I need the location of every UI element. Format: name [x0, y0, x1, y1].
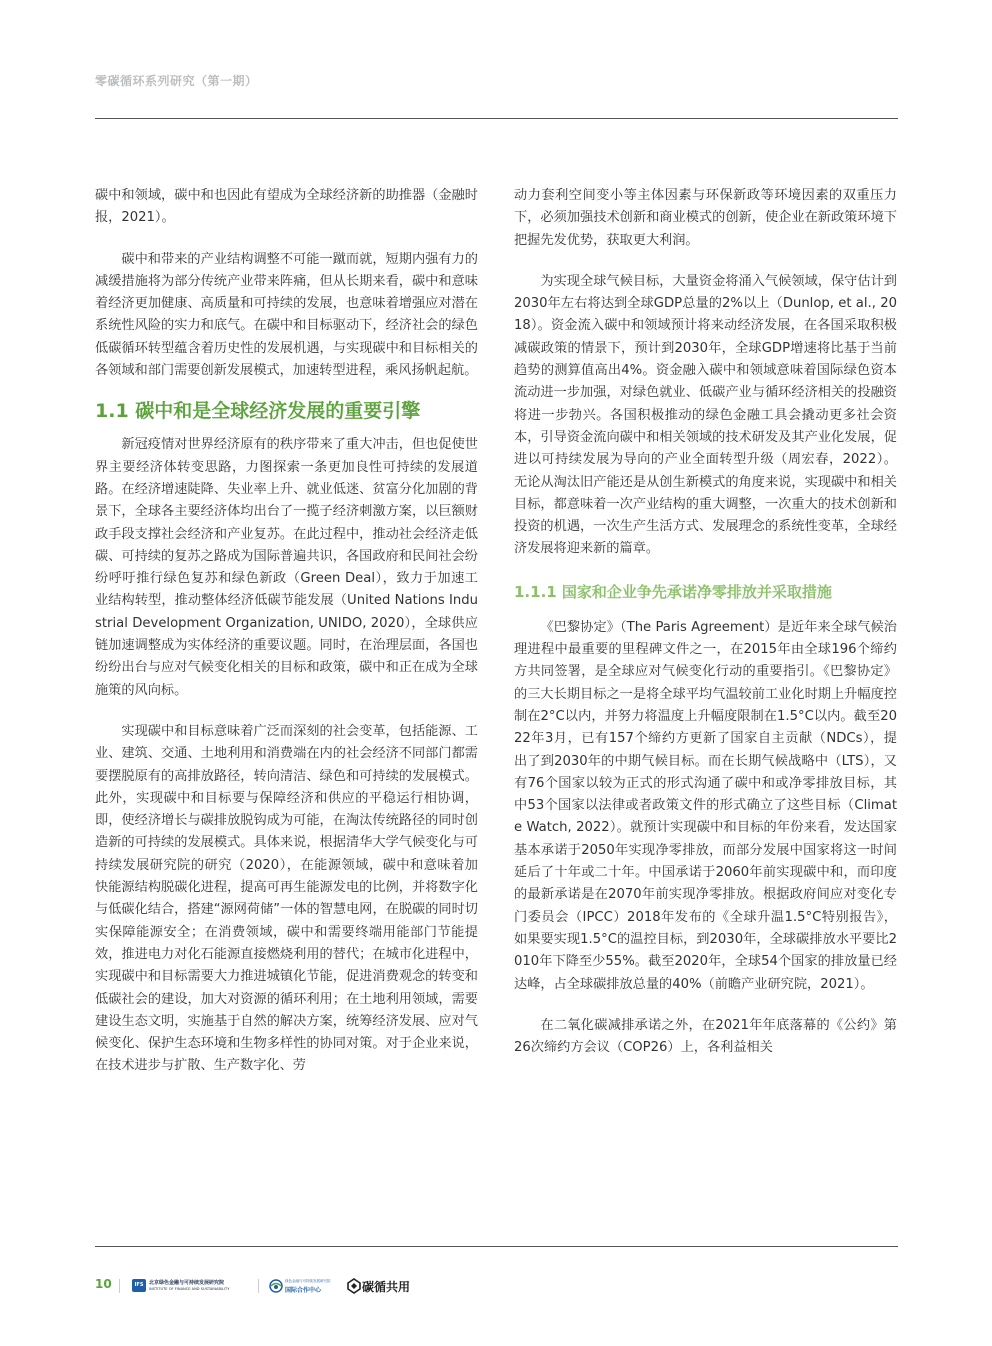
ifs-logo-en: INSTITUTE OF FINANCE AND SUSTAINABILITY — [149, 1287, 230, 1291]
footer-rule — [95, 1246, 898, 1247]
iigf-logo-subtitle: 绿色金融与可持续发展研究院 — [285, 1279, 331, 1283]
iigf-logo — [269, 1277, 335, 1295]
paragraph: 碳中和带来的产业结构调整不可能一蹴而就，短期内强有力的减缓措施将为部分传统产业带来阵痛，但从长期来看，碳中和意味着经济更加健康、高质量和可持续的发展，也意味着增强应对潜在系统性风险的实力和底气。在碳中和目标驱动下，经济社会的绿色低碳循环转型蕴含着历史性的发展机遇，与实现碳中和目标相关的各领域和部门需要创新发展模式，加速转型进程，乘风扬帆起航。 — [95, 251, 478, 379]
paragraph-gap — [95, 702, 478, 721]
paragraph: 实现碳中和目标意味着广泛而深刻的社会变革，包括能源、工业、建筑、交通、土地利用和消费端在内的社会经济不同部门都需要摆脱原有的高排放路径，转向清洁、绿色和可持续的发展模式。此外，实现碳中和目标要与保障经济和供应的平稳运行相协调，即，使经济增长与碳排放脱钩成为可能，在淘汰传统路径的同时创造新的可持续的发展模式。具体来说，根据清华大学气候变化与可持续发展研究院的研究（2020），在能源领域，碳中和意味着加快能源结构脱碳化进程，提高可再生能源发电的比例，并将数字化与低碳化结合，搭建“源网荷储”一体的智慧电网，在脱碳的同时切实保障能源安全；在消费领域，碳中和需要终端用能部门节能提效，推进电力对化石能源直接燃烧利用的替代；在城市化进程中，实现碳中和目标需要大力推进城镇化节能，促进消费观念的转变和低碳社会的建设，加大对资源的循环利用；在土地利用领域，需要建设生态文明，实施基于自然的解决方案，统筹经济发展、应对气候变化、保护生态环境和生物多样性的协同对策。对于企业来说，在技术进步与扩散、生产数字化、劳 — [95, 723, 478, 1074]
dcsy-logo-text: 碳循共用 — [362, 1280, 411, 1294]
paragraph: 《巴黎协定》（The Paris Agreement）是近年来全球气候治理进程中最重要的里程碑文件之一，在2015年由全球196个缔约方共同签署，是全球应对气候变化行动的重要指引。《巴黎协定》的三大长期目标之一是将全球平均气温较前工业化时期上升幅度控制在2°C以内，并努力将温度上升幅度限制在1.5°C以内。截至2022年3月，已有157个缔约方更新了国家自主贡献（NDCs），提出了到2030年的中期气候目标。而在长期气候战略中（LTS），又有76个国家以较为正式的形式沟通了碳中和或净零排放目标，其中53个国家以法律或者政策文件的形式确立了这些目标（Climate Watch, 2022）。就预计实现碳中和目标的年份来看，发达国家基本承诺于2050年实现净零排放，而部分发展中国家将这一时间延后了十年或二十年。中国承诺于2060年前实现碳中和，而印度的最新承诺是在2070年前实现净零排放。根据政府间应对变化专门委员会（IPCC）2018年发布的《全球升温1.5°C特别报告》，如果要实现1.5°C的温控目标，到2030年，全球碳排放水平要比2010年下降至少55%。截至2020年，全球54个国家的排放量已经达峰，占全球碳排放总量的40%（前瞻产业研究院，2021）。 — [514, 619, 897, 992]
dcsy-logo — [347, 1277, 411, 1295]
running-header: 零碳循环系列研究（第一期） — [95, 74, 258, 88]
footer-divider — [258, 1279, 259, 1293]
ifs-logo — [132, 1278, 244, 1294]
paragraph-gap — [514, 561, 897, 580]
page-number: 10 — [95, 1277, 112, 1291]
iigf-logo-icon — [269, 1279, 283, 1293]
subsection-heading: 1.1.1 国家和企业争先承诺净零排放并采取措施 — [514, 582, 832, 601]
ifs-logo-cn: 北京绿色金融与可持续发展研究院 — [149, 1280, 225, 1286]
paragraph-gap — [514, 252, 897, 271]
header-rule — [95, 118, 898, 119]
section-heading: 1.1 碳中和是全球经济发展的重要引擎 — [95, 400, 421, 423]
paragraph: 碳中和领域，碳中和也因此有望成为全球经济新的助推器（金融时报，2021）。 — [95, 188, 478, 226]
paragraph: 为实现全球气候目标，大量资金将涌入气候领域，保守估计到2030年左右将达到全球GDP总量的2%以上（Dunlop, et al., 2018）。资金流入碳中和领域预计将来动经济发展，在各国采取积极减碳政策的情景下，预计到2030年，全球GDP增速将比基于当前趋势的测算值高出4%。资金融入碳中和领域意味着国际绿色资本流动进一步加强，对绿色就业、低碳产业与循环经济相关的投融资将进一步勃兴。各国积极推动的绿色金融工具会撬动更多社会资本，引导资金流向碳中和相关领域的技术研发及其产业化发展，促进以可持续发展为导向的产业全面转型升级（周宏春，2022）。无论从淘汰旧产能还是从创生新模式的角度来说，实现碳中和相关目标，都意味着一次产业结构的重大调整，一次重大的技术创新和投资的机遇，一次生产生活方式、发展理念的系统性变革，全球经济发展将迎来新的篇章。 — [514, 273, 897, 557]
left-column — [95, 185, 478, 1078]
right-column — [514, 185, 897, 1059]
iigf-logo-title: 国际合作中心 — [285, 1287, 322, 1294]
ifs-logo-icon: IFS — [132, 1279, 146, 1292]
dcsy-logo-icon — [347, 1278, 361, 1294]
paragraph: 在二氧化碳减排承诺之外，在2021年年底落幕的《公约》第26次缔约方会议（COP26）上，各利益相关 — [514, 1017, 897, 1056]
paragraph-gap — [95, 230, 478, 249]
page-footer — [95, 1275, 415, 1297]
paragraph-gap — [514, 996, 897, 1015]
paragraph: 新冠疫情对世界经济原有的秩序带来了重大冲击，但也促使世界主要经济体转变思路，力图探索一条更加良性可持续的发展道路。在经济增速陡降、失业率上升、就业低迷、贫富分化加剧的背景下，全球各主要经济体均出台了一揽子经济刺激方案，以巨额财政手段支撑社会经济和产业复苏。在此过程中，推动社会经济走低碳、可持续的复苏之路成为国际普遍共识，各国政府和民间社会纷纷呼吁推行绿色复苏和绿色新政（Green Deal），致力于加速工业结构转型，推动整体经济低碳节能发展（United Nations Industrial Development Organization, UNIDO, 2020），全球供应链加速调整成为实体经济的重要议题。同时，在治理层面，各国也纷纷出台与应对气候变化相关的目标和政策，碳中和正在成为全球施策的风向标。 — [95, 437, 478, 698]
paragraph: 动力套利空间变小等主体因素与环保新政等环境因素的双重压力下，必须加强技术创新和商业模式的创新，使企业在新政策环境下把握先发优势，获取更大利润。 — [514, 188, 897, 248]
footer-divider — [119, 1279, 120, 1293]
